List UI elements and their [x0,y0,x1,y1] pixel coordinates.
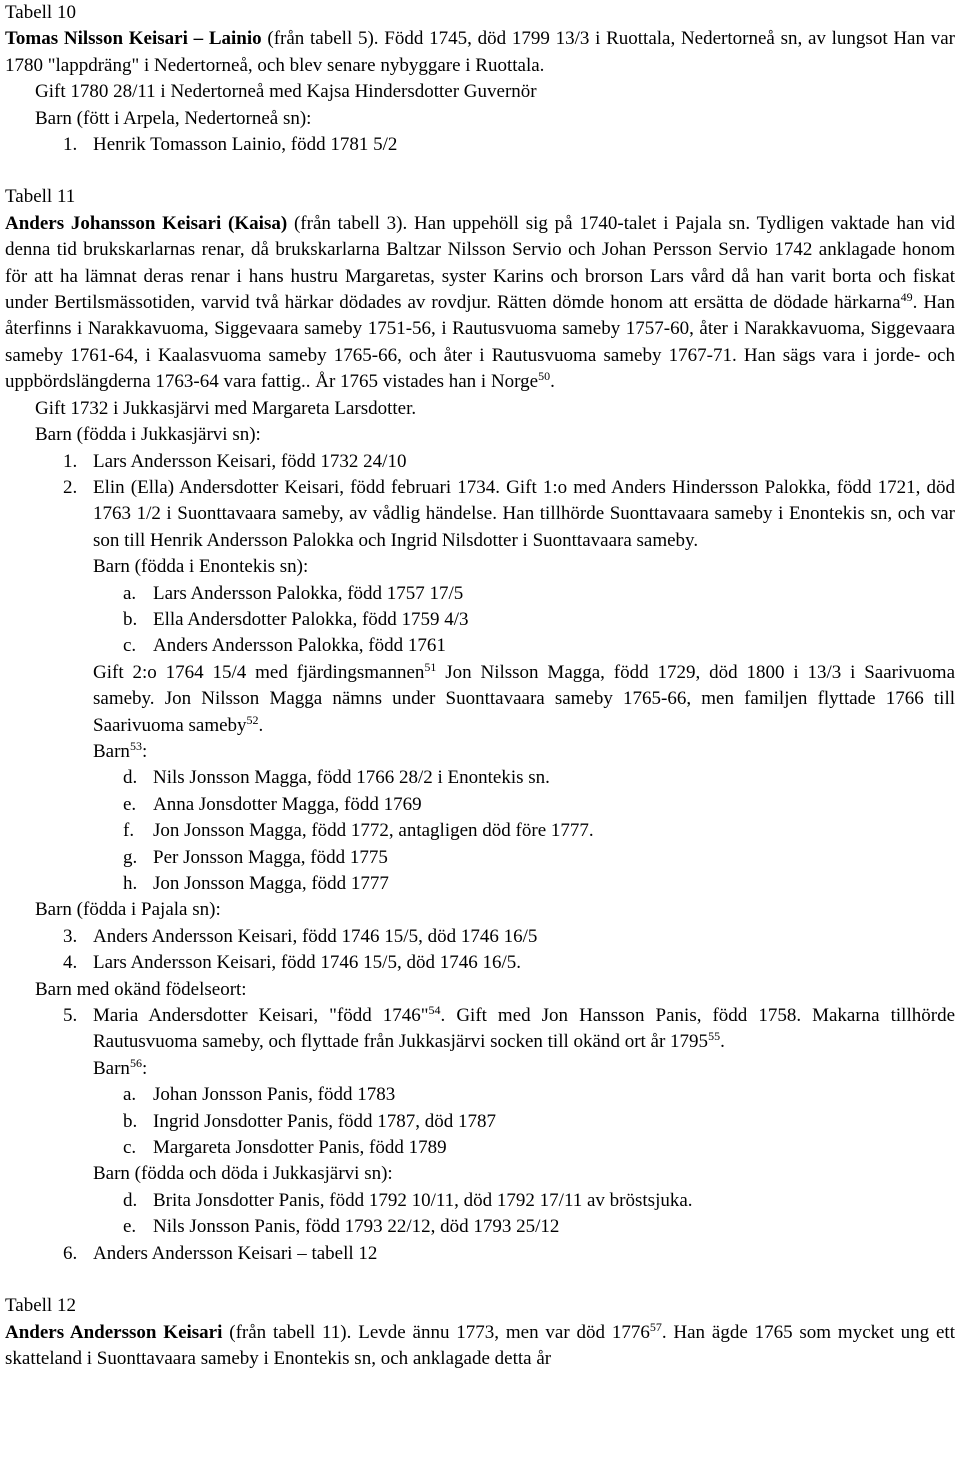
grandchild-item [5,765,955,791]
grandchild-letter: d. [123,1189,138,1211]
child-text: Lars Andersson Keisari, född 1746 15/5, död 1746 16/5. [93,952,521,974]
grandchild-item [5,581,955,607]
person-entry [5,1320,955,1373]
entry-text: . [550,371,555,393]
grandchild-text: Margareta Jonsdotter Panis, född 1789 [153,1137,447,1159]
child-text: . [720,1031,725,1053]
grandchild-text: Per Jonsson Magga, född 1775 [153,846,388,868]
grandchild-letter: a. [123,1084,137,1106]
footnote-ref: 51 [424,659,437,674]
grandchild-text: Nils Jonsson Magga, född 1766 28/2 i Enontekis sn. [153,767,550,789]
document-page [5,0,955,1372]
entry-text: . Han återfinns i Narakkavuoma, Siggevaara sameby 1751-56, i Rautusvuoma sameby 1757-60, åter i Narakkavuoma, Siggevaara sameby 1761-64, i Kaalasvuoma sameby 1765-66, och åter i Rautusvuoma sameby 1767-71. Han sägs vara i jorde- och uppbördslängderna 1763-64 vara fattig.. År 1765 vistades han i Norge [5,292,955,393]
marriage-line: Gift 1780 28/11 i Nedertorneå med Kajsa Hindersdotter Guvernör [35,81,537,103]
grandchild-letter: d. [123,767,138,789]
entry-text: (från tabell 3). Han uppehöll sig på 1740-talet i Pajala sn. Tydligen vaktade han vid denna tid brukskarlarnas renar, då brukskarlarna Baltzar Nilsson Servio och Johan Persson Servio 1742 anklagade honom för att ha lämnat deras renar i hans hustru Margaretas, syster Karins och brorson Lars vård då han varit borta och fiskat under Bertilsmässotiden, varvid två härkar dödades av rovdjur. Rätten dömde honom att ersätta de dödade härkarna [5,212,955,314]
child-text: Anders Andersson Keisari, född 1746 15/5, död 1746 16/5 [93,925,538,947]
child-number: 1. [63,134,78,156]
footnote-ref: 57 [649,1319,662,1334]
child-item [5,132,955,158]
children-heading: Barn (födda i Jukkasjärvi sn): [35,424,261,446]
grandchild-item [5,633,955,659]
footnote-ref: 50 [538,369,551,384]
child-number: 4. [63,952,78,974]
grandchild-letter: b. [123,608,138,630]
grandchild-text: Ingrid Jonsdotter Panis, född 1787, död 1787 [153,1110,497,1132]
person-entry [5,26,955,79]
heading-text: Barn [93,740,130,762]
grandchild-item [5,792,955,818]
child-item [5,1241,955,1267]
grandchild-letter: e. [123,1216,137,1238]
person-name: Anders Johansson Keisari (Kaisa) [5,212,288,234]
child-item [5,1003,955,1056]
table-12-section [5,1293,955,1372]
marriage-text: . [258,714,264,736]
child-text: Henrik Tomasson Lainio, född 1781 5/2 [93,134,398,156]
grandchild-item [5,845,955,871]
footnote-ref: 54 [428,1003,441,1018]
entry-text: . Han ägde 1765 som mycket ung ett skatteland i Suonttavaara sameby i Enontekis sn, och anklagade detta år [5,1321,955,1369]
child-item [5,950,955,976]
children-heading [5,739,955,765]
marriage-line [5,660,955,739]
entry-text: (från tabell 5). Född 1745, död 1799 13/3 i Ruottala, Nedertorneå sn, av lungsot Han var 1780 "lappdräng" i Nedertorneå, och blev senare nybyggare i Ruottala. [5,28,955,76]
grandchild-text: Anders Andersson Palokka, född 1761 [153,635,446,657]
footnote-ref: 55 [708,1029,721,1044]
children-heading [5,1056,955,1082]
table-heading: Tabell 12 [5,1295,76,1317]
grandchild-text: Jon Jonsson Magga, född 1772, antagligen död före 1777. [153,820,594,842]
child-text: Elin (Ella) Andersdotter Keisari, född februari 1734. Gift 1:o med Anders Hindersson Palokka, född 1721, död 1763 1/2 i Suonttavaara sameby, av vådlig händelse. Han tillhörde Suonttavaara sameby i Enontekis sn, och var son till Henrik Andersson Palokka och Ingrid Nilsdotter i Suonttavaara sameby. [93,476,955,551]
grandchild-letter: g. [123,846,138,868]
grandchild-text: Jon Jonsson Magga, född 1777 [153,873,389,894]
child-text: Anders Andersson Keisari – tabell 12 [93,1242,378,1264]
children-heading: Barn (födda i Enontekis sn): [93,556,309,578]
person-name: Anders Andersson Keisari [5,1321,223,1343]
grandchild-text: Lars Andersson Palokka, född 1757 17/5 [153,582,464,604]
grandchild-item [5,607,955,633]
grandchild-letter: f. [123,820,135,842]
grandchild-text: Brita Jonsdotter Panis, född 1792 10/11, död 1792 17/11 av bröstsjuka. [153,1189,693,1211]
grandchild-item [5,1135,955,1161]
child-text: Lars Andersson Keisari, född 1732 24/10 [93,450,407,472]
grandchild-letter: c. [123,635,137,657]
grandchild-letter: e. [123,793,137,815]
child-item [5,449,955,475]
heading-text: Barn [93,1057,130,1079]
grandchild-item [5,1109,955,1135]
child-text: . Gift med Jon Hansson Panis, född 1758. Makarna tillhörde Rautusvuoma sameby, och flyttade från Jukkasjärvi socken till okänd ort år 1795 [93,1005,955,1053]
child-number: 2. [63,476,78,498]
grandchild-letter: c. [123,1137,137,1159]
table-heading: Tabell 10 [5,2,76,23]
grandchild-text: Nils Jonsson Panis, född 1793 22/12, död 1793 25/12 [153,1216,560,1238]
children-heading: Barn (fött i Arpela, Nedertorneå sn): [35,107,312,129]
footnote-ref: 56 [129,1055,142,1070]
grandchild-item [5,818,955,844]
child-number: 6. [63,1242,78,1264]
child-item [5,924,955,950]
heading-text: : [141,1057,148,1079]
footnote-ref: 49 [900,290,913,305]
grandchild-letter: b. [123,1110,138,1132]
section-gap [5,1267,955,1293]
table-10-section [5,0,955,158]
child-number: 5. [63,1005,78,1027]
child-number: 1. [63,450,78,472]
table-heading: Tabell 11 [5,186,76,208]
grandchild-letter: h. [123,873,138,894]
grandchild-item [5,1214,955,1240]
children-heading: Barn med okänd födelseort: [35,978,247,1000]
child-text: Maria Andersdotter Keisari, "född 1746" [93,1005,429,1027]
table-11-section [5,184,955,1267]
person-name: Tomas Nilsson Keisari – Lainio [5,28,262,50]
heading-text: : [141,740,148,762]
marriage-line: Gift 1732 i Jukkasjärvi med Margareta Larsdotter. [35,397,417,419]
child-number: 3. [63,925,78,947]
grandchild-item [5,871,955,897]
footnote-ref: 53 [129,738,142,753]
grandchild-text: Johan Jonsson Panis, född 1783 [153,1084,396,1106]
grandchild-text: Anna Jonsdotter Magga, född 1769 [153,793,422,815]
section-gap [5,158,955,184]
person-entry [5,211,955,396]
footnote-ref: 52 [246,712,259,727]
grandchild-item [5,1082,955,1108]
child-item [5,475,955,554]
marriage-text: Gift 2:o 1764 15/4 med fjärdingsmannen [93,661,425,683]
grandchild-text: Ella Andersdotter Palokka, född 1759 4/3 [153,608,469,630]
children-heading: Barn (födda och döda i Jukkasjärvi sn): [93,1163,393,1185]
children-heading: Barn (födda i Pajala sn): [35,899,221,921]
entry-text: (från tabell 11). Levde ännu 1773, men var död 1776 [222,1321,650,1343]
grandchild-item [5,1188,955,1214]
grandchild-letter: a. [123,582,137,604]
marriage-text: Jon Nilsson Magga, född 1729, död 1800 i 13/3 i Saarivuoma sameby. Jon Nilsson Magga nämns under Suonttavaara sameby 1765-66, men familjen flyttade 1766 till Saarivuoma sameby [93,661,955,736]
